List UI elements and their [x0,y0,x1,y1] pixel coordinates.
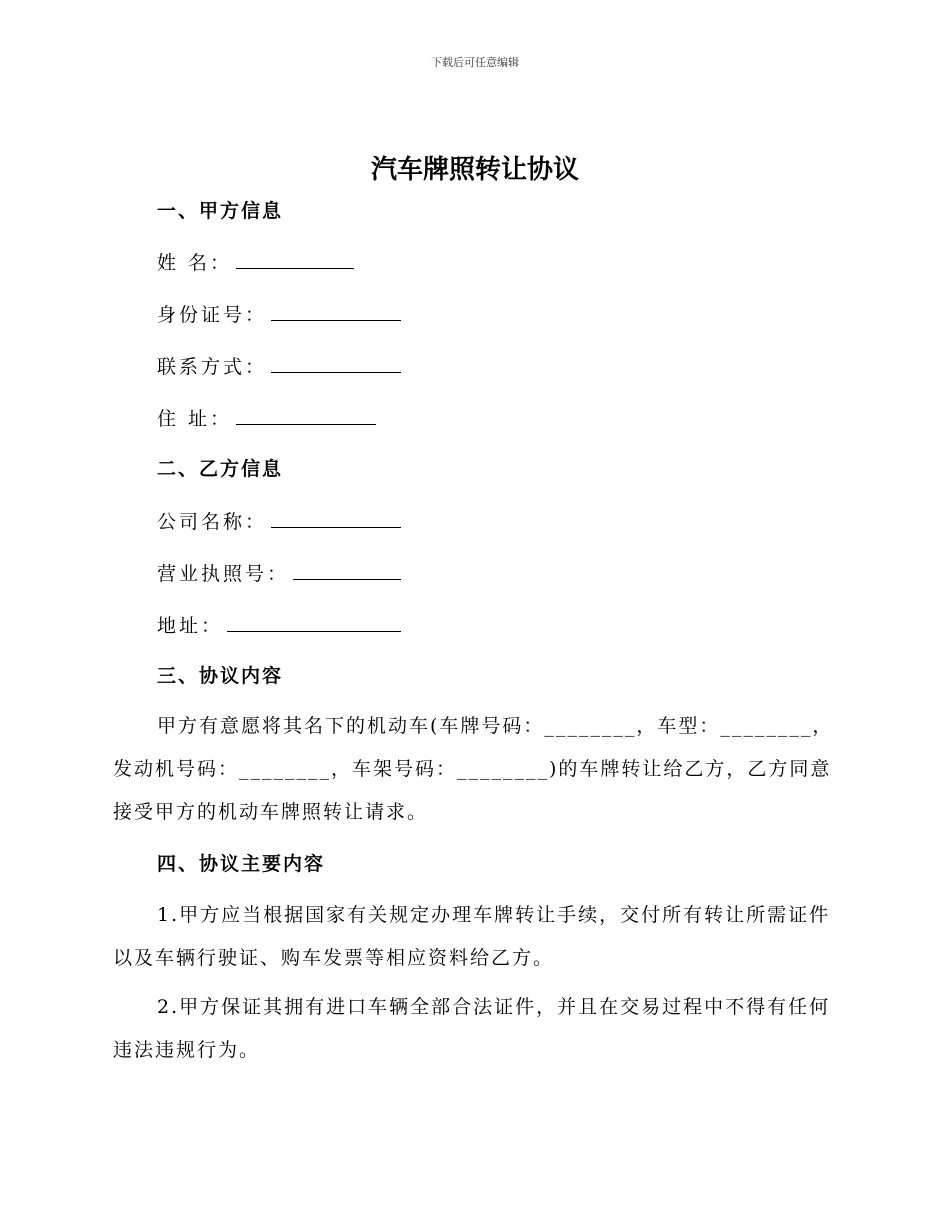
field-label: 姓 名： [157,252,233,274]
field-party-b-company-name [157,507,401,536]
section-heading-agreement-content: 三、协议内容 [157,665,284,687]
agreement-content-paragraph: 甲方有意愿将其名下的机动车(车牌号码：________，车型：________，发动机号码：________，车架号码：________)的车牌转让给乙方，乙方同意接受甲方的机动车牌照转让请求。 [113,715,834,823]
field-label: 联系方式： [157,356,268,378]
section-heading-party-b: 二、乙方信息 [157,458,284,480]
field-label: 地址： [157,615,224,637]
field-party-a-name [157,248,354,277]
field-party-a-address [157,404,376,433]
fill-in-blank[interactable] [236,404,376,425]
field-label: 身份证号： [157,304,268,326]
fill-in-blank[interactable] [271,352,401,373]
field-party-a-contact [157,352,401,381]
section-heading-party-a: 一、甲方信息 [157,200,284,222]
field-label: 公司名称： [157,511,268,533]
term-item-2: 2.甲方保证其拥有进口车辆全部合法证件，并且在交易过程中不得有任何违法违规行为。 [113,996,831,1061]
fill-in-blank[interactable] [293,559,401,580]
field-party-b-address [157,611,401,640]
field-label: 住 址： [157,408,233,430]
field-party-b-license-number [157,559,401,588]
page-header-note: 下载后可任意编辑 [431,56,519,69]
fill-in-blank[interactable] [271,300,401,321]
section-heading-main-terms: 四、协议主要内容 [157,853,326,875]
fill-in-blank[interactable] [271,507,401,528]
fill-in-blank[interactable] [227,611,401,632]
field-party-a-id-number [157,300,401,329]
fill-in-blank[interactable] [236,248,354,269]
document-title: 汽车牌照转让协议 [370,155,579,185]
field-label: 营业执照号： [157,563,290,585]
term-item-1: 1.甲方应当根据国家有关规定办理车牌转让手续，交付所有转让所需证件以及车辆行驶证、购车发票等相应资料给乙方。 [113,904,831,969]
